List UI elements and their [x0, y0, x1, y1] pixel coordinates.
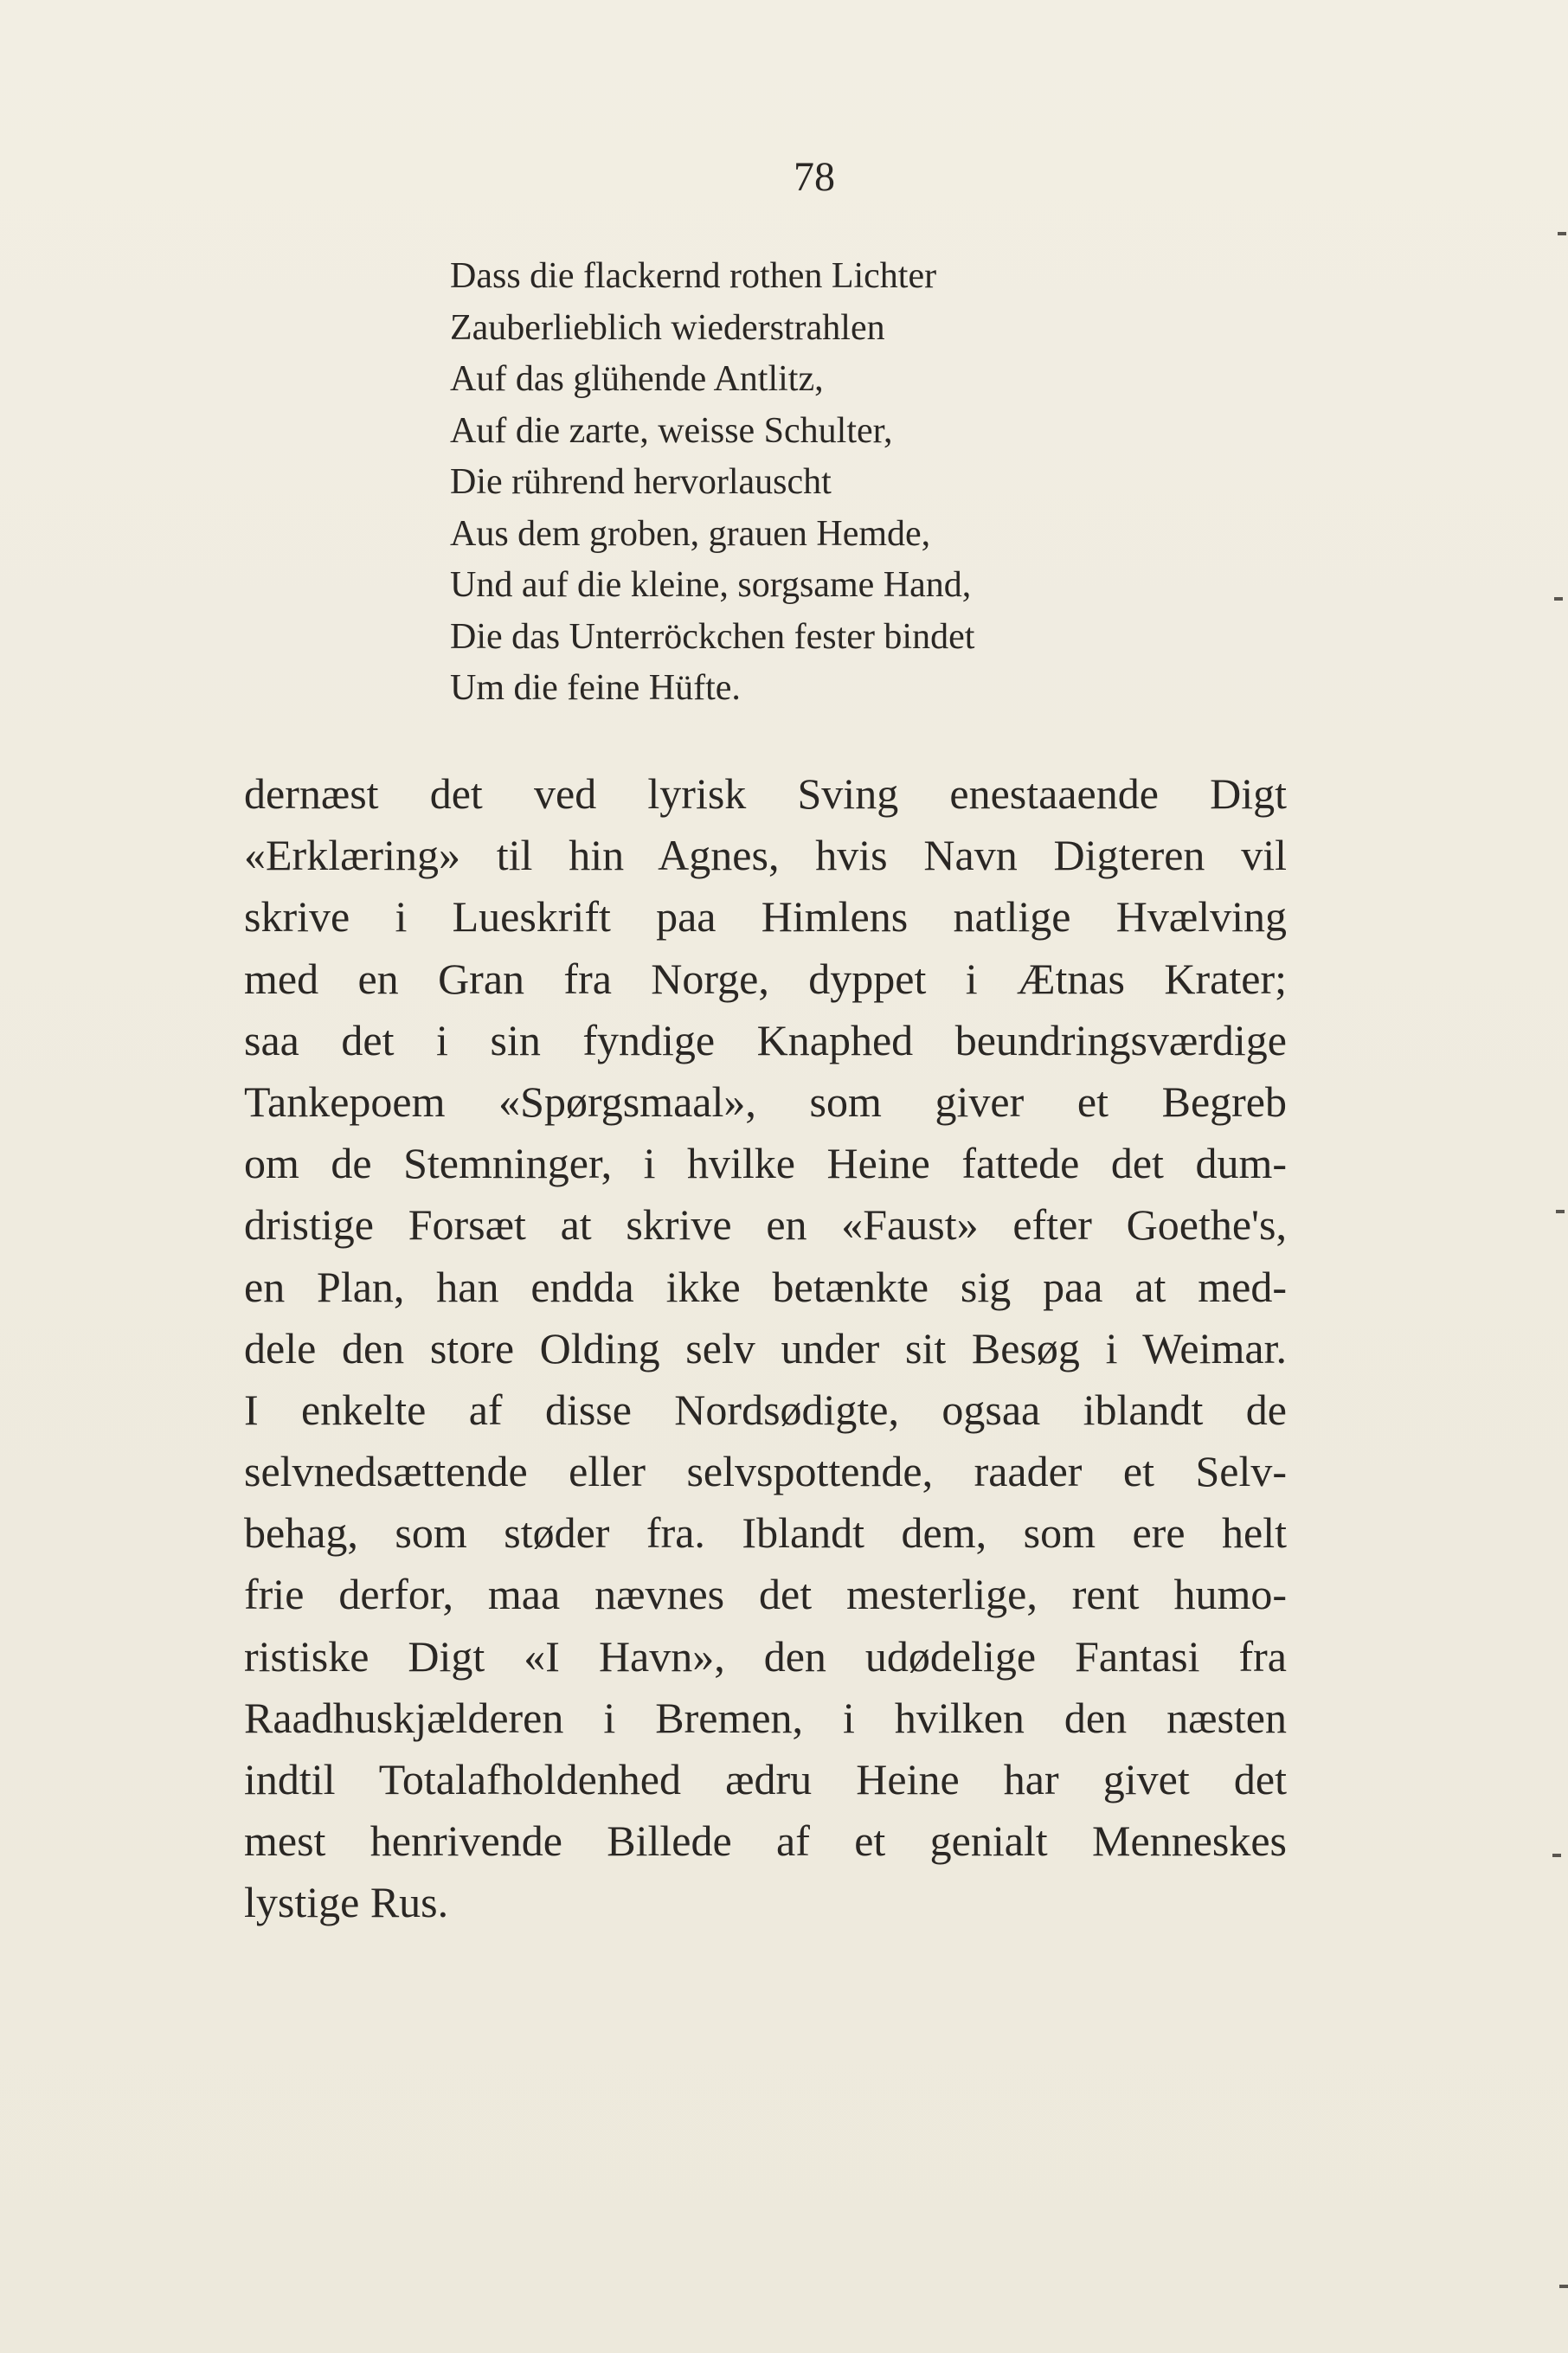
prose-line: Tankepoem «Spørgsmaal», som giver et Begreb	[244, 1077, 1287, 1126]
prose-line: dernæst det ved lyrisk Sving enestaaende Digt	[244, 769, 1287, 818]
prose-line: en Plan, han endda ikke betænkte sig paa at med-	[244, 1262, 1287, 1311]
page-number: 78	[794, 154, 835, 200]
prose-line: «Erklæring» til hin Agnes, hvis Navn Digteren vil	[244, 831, 1287, 880]
prose-paragraph	[244, 763, 1287, 1934]
prose-line: selvnedsættende eller selvspottende, raader et Selv-	[244, 1447, 1287, 1496]
prose-line: dele den store Olding selv under sit Besøg i Weimar.	[244, 1323, 1287, 1373]
poem-line: Zauberlieblich wiederstrahlen	[450, 307, 885, 348]
poem-line: Dass die flackernd rothen Lichter	[450, 256, 937, 296]
poem-line: Und auf die kleine, sorgsame Hand,	[450, 565, 972, 605]
prose-line: saa det i sin fyndige Knaphed beundringsværdige	[244, 1015, 1287, 1064]
prose-line: indtil Totalafholdenhed ædru Heine har givet det	[244, 1755, 1287, 1803]
margin-mark	[1556, 1210, 1565, 1213]
margin-mark	[1552, 1854, 1561, 1857]
poem-line: Die rührend hervorlauscht	[450, 462, 832, 502]
poem-line: Auf das glühende Antlitz,	[450, 359, 824, 399]
prose-line: lystige Rus.	[244, 1878, 449, 1927]
margin-mark	[1559, 2285, 1568, 2288]
prose-line: behag, som støder fra. Iblandt dem, som ere helt	[244, 1508, 1287, 1558]
prose-line: frie derfor, maa nævnes det mesterlige, rent humo-	[244, 1570, 1287, 1619]
poem-block	[450, 251, 974, 715]
prose-line: med en Gran fra Norge, dyppet i Ætnas Krater;	[244, 954, 1287, 1003]
prose-line: ristiske Digt «I Havn», den udødelige Fantasi fra	[244, 1631, 1287, 1681]
poem-line: Um die feine Hüfte.	[450, 668, 741, 708]
prose-line: mest henrivende Billede af et genialt Menneskes	[244, 1816, 1287, 1866]
poem-line: Auf die zarte, weisse Schulter,	[450, 410, 893, 451]
prose-line: I enkelte af disse Nordsødigte, ogsaa iblandt de	[244, 1385, 1287, 1434]
prose-line: om de Stemninger, i hvilke Heine fattede det dum-	[244, 1139, 1287, 1188]
prose-line: Raadhuskjælderen i Bremen, i hvilken den næsten	[244, 1693, 1287, 1742]
poem-line: Aus dem groben, grauen Hemde,	[450, 513, 931, 554]
poem-line: Die das Unterröckchen fester bindet	[450, 616, 975, 657]
margin-mark	[1558, 232, 1566, 235]
prose-line: dristige Forsæt at skrive en «Faust» efter Goethe's,	[244, 1200, 1287, 1250]
prose-line: skrive i Lueskrift paa Himlens natlige Hvælving	[244, 892, 1287, 942]
margin-mark	[1554, 597, 1563, 601]
